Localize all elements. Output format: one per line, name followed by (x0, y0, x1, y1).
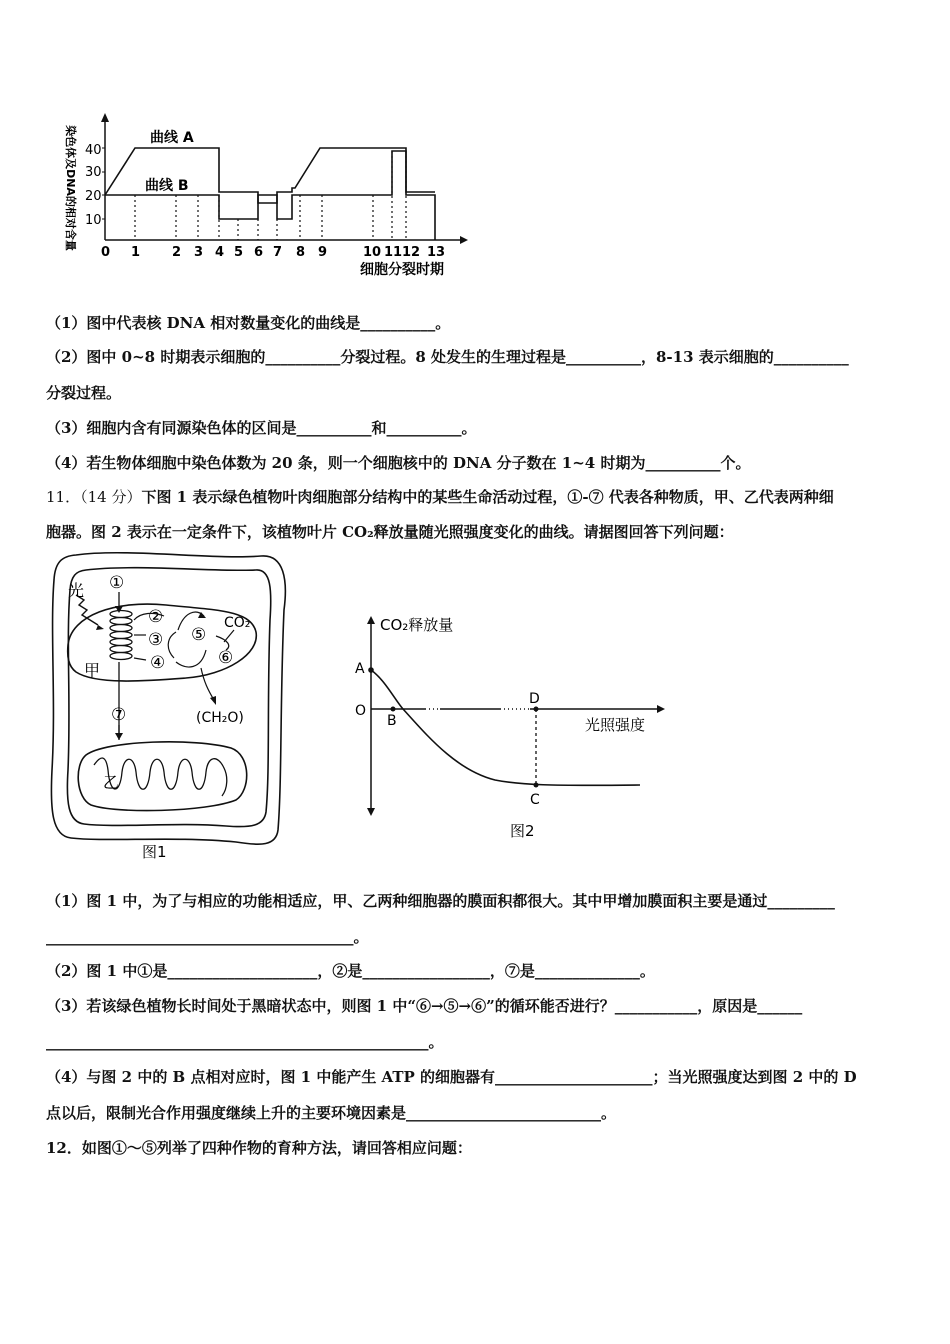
q11-line3b: ___________________________________________________。 (46, 1033, 444, 1051)
curve-b-line (105, 151, 435, 240)
graph-ylabel: 染色体及DNA的相对含量 (64, 125, 77, 251)
figure-1-cell (46, 550, 291, 865)
q10-line3: （3）细胞内含有同源染色体的区间是__________和__________。 (46, 419, 477, 437)
xtick-13: 13 (427, 245, 446, 260)
label-3: ③ (148, 630, 164, 650)
xtick-9: 9 (318, 245, 328, 260)
xtick-10: 10 (363, 245, 382, 260)
xtick-0: 0 (101, 245, 111, 260)
q10-line4: （4）若生物体细胞中染色体数为 20 条，则一个细胞核中的 DNA 分子数在 1~4 时期为__________个。 (46, 454, 751, 472)
ch2o-label: (CH₂O) (196, 710, 244, 726)
q10-line2b: 分裂过程。 (46, 384, 122, 402)
q11-line1b: _________________________________________。 (46, 928, 369, 946)
point-o: O (355, 703, 367, 719)
xtick-8: 8 (296, 245, 306, 260)
xtick-7: 7 (273, 245, 283, 260)
point-a: A (355, 661, 365, 677)
label-2: ② (148, 607, 164, 627)
q11-score: （14 分） (80, 488, 142, 506)
ytick-40: 40 (85, 143, 102, 158)
xtick-11: 11 (384, 245, 403, 260)
xtick-5: 5 (234, 245, 244, 260)
graph-xlabel: 细胞分裂时期 (360, 262, 444, 278)
fig2-xlabel: 光照强度 (585, 716, 646, 734)
point-b: B (387, 713, 397, 729)
q11-line4b: 点以后，限制光合作用强度继续上升的主要环境因素是__________________________。 (46, 1104, 617, 1122)
curve-b-label: 曲线 B (145, 178, 189, 194)
label-4: ④ (150, 653, 166, 673)
xtick-2: 2 (172, 245, 182, 260)
q11-line1a: （1）图 1 中，为了与相应的功能相适应，甲、乙两种细胞器的膜面积都很大。其中甲增加膜面积主要是通过_________ (46, 892, 835, 910)
ytick-10: 10 (85, 213, 102, 228)
co2-label: CO₂ (224, 615, 251, 631)
ytick-20: 20 (85, 189, 102, 204)
q11-line3a: （3）若该绿色植物长时间处于黑暗状态中，则图 1 中“⑥→⑤→⑥”的循环能否进行？___________，原因是______ (46, 997, 803, 1015)
figure-2-caption: 图2 (510, 822, 535, 840)
cell-division-graph (55, 108, 475, 283)
ytick-30: 30 (85, 165, 102, 180)
q12-line: 12．如图①～⑤列举了四种作物的育种方法，请回答相应问题： (46, 1139, 472, 1157)
xtick-4: 4 (215, 245, 225, 260)
xtick-12: 12 (402, 245, 421, 260)
point-c: C (530, 792, 540, 808)
jia-label: 甲 (84, 661, 101, 680)
yi-label: 乙 (103, 773, 120, 792)
label-6: ⑥ (218, 648, 234, 668)
point-d: D (529, 691, 540, 707)
q11-intro2: 胞器。图 2 表示在一定条件下，该植物叶片 CO₂释放量随光照强度变化的曲线。请据图回答下列问题： (46, 523, 734, 541)
label-1: ① (109, 573, 125, 593)
label-5: ⑤ (191, 625, 207, 645)
q11-line2: （2）图 1 中①是____________________，②是_________________，⑦是______________。 (46, 962, 655, 980)
q11-intro1: 下图 1 表示绿色植物叶肉细胞部分结构中的某些生命活动过程，①-⑦ 代表各种物质，甲、乙代表两种细 (141, 488, 834, 506)
xtick-6: 6 (254, 245, 264, 260)
xtick-1: 1 (131, 245, 141, 260)
fig2-ylabel: CO₂释放量 (380, 616, 454, 634)
light-label: 光 (68, 581, 85, 600)
figure-1-caption: 图1 (142, 843, 167, 861)
q11-intro-line1 (46, 486, 834, 507)
q10-line1: （1）图中代表核 DNA 相对数量变化的曲线是__________。 (46, 314, 451, 332)
label-7: ⑦ (111, 705, 127, 725)
figure-2-co2-curve (345, 608, 675, 848)
q11-line4a: （4）与图 2 中的 B 点相对应时，图 1 中能产生 ATP 的细胞器有_____________________；当光照强度达到图 2 中的 D (46, 1068, 857, 1086)
q10-line2a: （2）图中 0~8 时期表示细胞的__________分裂过程。8 处发生的生理过程是__________，8-13 表示细胞的__________ (46, 348, 849, 366)
curve-a-label: 曲线 A (150, 130, 194, 146)
xtick-3: 3 (194, 245, 204, 260)
q11-number: 11． (46, 488, 81, 506)
